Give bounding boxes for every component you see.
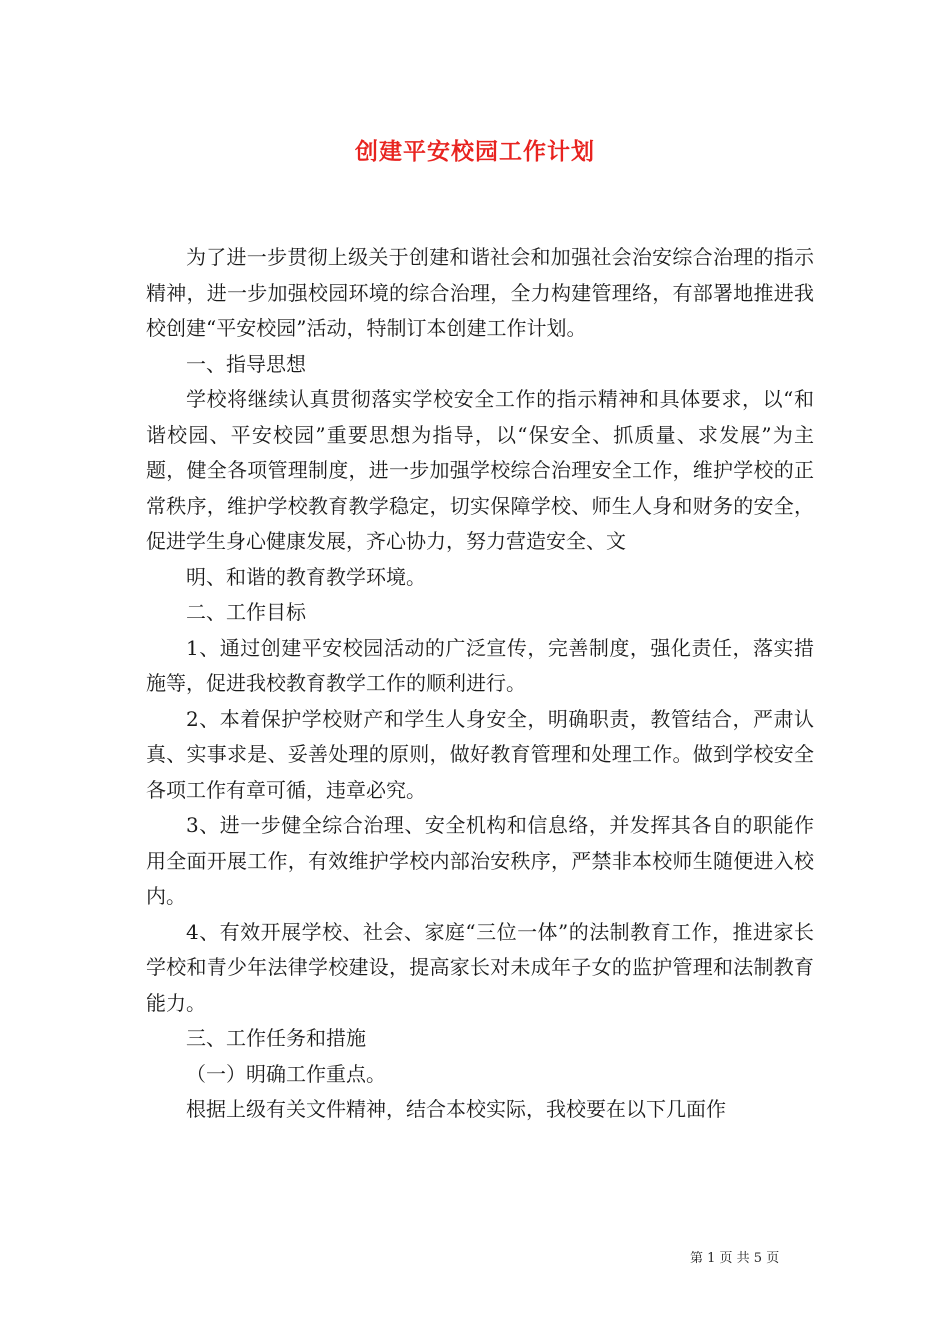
heading-tasks-measures: 三、工作任务和措施	[186, 1026, 366, 1050]
document-body	[146, 240, 814, 1128]
paragraph-goal-3: 3、进一步健全综合治理、安全机构和信息络，并发挥其各自的职能作用全面开展工作，有效维护学校内部治安秩序，严禁非本校师生随便进入校内。	[146, 813, 814, 908]
paragraph-goal-2: 2、本着保护学校财产和学生人身安全，明确职责，教管结合，严肃认真、实事求是、妥善处理的原则，做好教育管理和处理工作。做到学校安全各项工作有章可循，违章必究。	[146, 706, 814, 802]
paragraph-guiding-thought: 学校将继续认真贯彻落实学校安全工作的指示精神和具体要求，以“和谐校园、平安校园”重要思想为指导，以“保安全、抓质量、求发展”为主题，健全各项管理制度，进一步加强学校综合治理安全工作，维护学校的正常秩序，维护学校教育教学稳定，切实保障学校、师生人身和财务的安全，促进学生身心健康发展，齐心协力，努力营造安全、文	[146, 387, 814, 553]
paragraph-guiding-thought-cont: 明、和谐的教育教学环境。	[186, 564, 426, 589]
page-number: 第 1 页 共 5 页	[690, 1251, 780, 1266]
paragraph-key-points: 根据上级有关文件精神，结合本校实际，我校要在以下几面作	[186, 1097, 726, 1121]
document-title: 创建平安校园工作计划	[355, 138, 595, 165]
subheading-key-points: （一）明确工作重点。	[186, 1061, 386, 1086]
paragraph-goal-4: 4、有效开展学校、社会、家庭“三位一体”的法制教育工作，推进家长学校和青少年法律学校建设，提高家长对未成年子女的监护管理和法制教育能力。	[146, 919, 814, 1015]
heading-guiding-thought: 一、指导思想	[186, 351, 306, 376]
heading-work-goals: 二、工作目标	[186, 600, 306, 624]
paragraph-intro: 为了进一步贯彻上级关于创建和谐社会和加强社会治安综合治理的指示精神，进一步加强校园环境的综合治理，全力构建管理络，有部署地推进我校创建“平安校园”活动，特制订本创建工作计划。	[146, 245, 814, 340]
paragraph-goal-1: 1、通过创建平安校园活动的广泛宣传，完善制度，强化责任，落实措施等，促进我校教育教学工作的顺利进行。	[146, 635, 814, 695]
